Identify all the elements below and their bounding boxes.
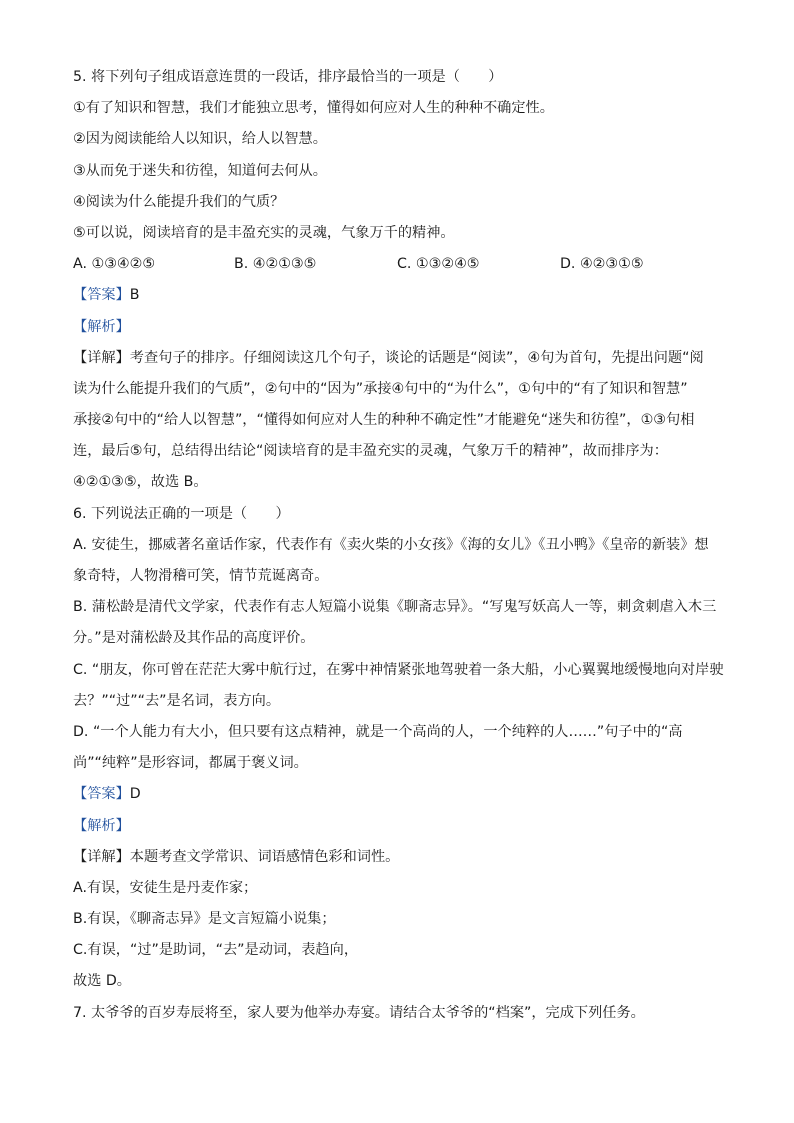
q6-detail-line-4: C.有误，“过”是助词，“去”是动词，表趋向， bbox=[73, 942, 359, 959]
q5-detail-text-1: 考查句子的排序。仔细阅读这几个句子，谈论的话题是“阅读”，④句为首句，先提出问题“阅 bbox=[129, 349, 704, 366]
document-page bbox=[73, 62, 729, 1029]
q6-detail-line-2: A.有误，安徒生是丹麦作家； bbox=[73, 879, 258, 896]
q6-detail-tag: 【详解】 bbox=[73, 848, 130, 865]
q5-sentence-5: ⑤可以说，阅读培育的是丰盈充实的灵魂，气象万千的精神。 bbox=[73, 224, 455, 241]
q6-option-line-2: 象奇特，人物滑稽可笑，情节荒诞离奇。 bbox=[73, 568, 329, 584]
q5-sentence-4: ④阅读为什么能提升我们的气质？ bbox=[73, 193, 285, 210]
q5-option-c: C. ①③②④⑤ bbox=[397, 256, 480, 273]
q6-option-line-7: D. “一个人能力有大小，但只要有这点精神，就是一个高尚的人，一个纯粹的人……”句子中的“高 bbox=[73, 723, 683, 740]
q5-detail-line-4: 连，最后⑤句，总结得出结论“阅读培育的是丰盈充实的灵魂，气象万千的精神”，故而排序为： bbox=[73, 443, 668, 460]
q5-sentence-2: ②因为阅读能给人以知识，给人以智慧。 bbox=[73, 131, 327, 148]
q6-answer-tag: 【答案】 bbox=[73, 786, 130, 803]
q6-stem: 6. 下列说法正确的一项是（ ） bbox=[73, 505, 290, 522]
q5-sentence-3: ③从而免于迷失和彷徨，知道何去何从。 bbox=[73, 162, 327, 179]
q6-option-line-6: 去？”“过”“去”是名词，表方向。 bbox=[73, 692, 281, 709]
q6-answer-value: D bbox=[129, 786, 141, 803]
q5-detail-line-3: 承接②句中的“给人以智慧”，“懂得如何应对人生的种种不确定性”才能避免“迷失和彷徨”，①③句相 bbox=[73, 412, 695, 429]
q6-option-line-1: A. 安徒生，挪威著名童话作家，代表作有《卖火柴的小女孩》《海的女儿》《丑小鸭》《皇帝的新装》想 bbox=[73, 536, 709, 553]
q5-sentence-1: ①有了知识和智慧，我们才能独立思考，懂得如何应对人生的种种不确定性。 bbox=[73, 100, 554, 117]
q5-analysis bbox=[73, 312, 729, 343]
q6-option-line-4: 分。”是对蒲松龄及其作品的高度评价。 bbox=[73, 630, 315, 647]
q6-detail-line-3: B.有误，《聊斋志异》是文言短篇小说集； bbox=[73, 911, 336, 928]
q5-detail-tag: 【详解】 bbox=[73, 349, 130, 366]
q5-analysis-tag: 【解析】 bbox=[73, 318, 130, 335]
q5-detail-line-1 bbox=[73, 343, 729, 374]
q5-detail-line-2: 读为什么能提升我们的气质”，②句中的“因为”承接④句中的“为什么”，①句中的“有了知识和智慧” bbox=[73, 380, 688, 397]
q6-option-line-3: B. 蒲松龄是清代文学家，代表作有志人短篇小说集《聊斋志异》。“写鬼写妖高人一等，刺贪刺虐入木三 bbox=[73, 599, 717, 616]
q6-option-line-8: 尚”“纯粹”是形容词，都属于褒义词。 bbox=[73, 755, 308, 772]
q6-analysis bbox=[73, 811, 729, 842]
q5-detail-line-5: ④②①③⑤，故选 B。 bbox=[73, 474, 208, 491]
q5-stem: 5. 将下列句子组成语意连贯的一段话，排序最恰当的一项是（ ） bbox=[73, 69, 503, 85]
q6-answer bbox=[73, 779, 729, 810]
q5-option-d: D. ④②③①⑤ bbox=[560, 256, 644, 273]
q6-detail-line-5: 故选 D。 bbox=[73, 973, 131, 990]
q5-answer-tag: 【答案】 bbox=[73, 287, 130, 304]
q6-option-line-5: C. “朋友，你可曾在茫茫大雾中航行过，在雾中神情紧张地驾驶着一条大船，小心翼翼地缓慢地向对岸驶 bbox=[73, 661, 724, 678]
q5-option-b: B. ④②①③⑤ bbox=[234, 256, 317, 273]
q7-stem: 7. 太爷爷的百岁寿辰将至，家人要为他举办寿宴。请结合太爷爷的“档案”，完成下列任务。 bbox=[73, 1004, 645, 1021]
q6-detail-text-1: 本题考查文学常识、词语感情色彩和词性。 bbox=[129, 848, 400, 865]
q5-option-a: A. ①③④②⑤ bbox=[73, 256, 156, 273]
q5-answer-value: B bbox=[129, 287, 140, 304]
q6-detail-line-1 bbox=[73, 842, 729, 873]
q5-answer bbox=[73, 280, 729, 311]
q6-analysis-tag: 【解析】 bbox=[73, 817, 130, 834]
q5-options bbox=[73, 249, 729, 280]
